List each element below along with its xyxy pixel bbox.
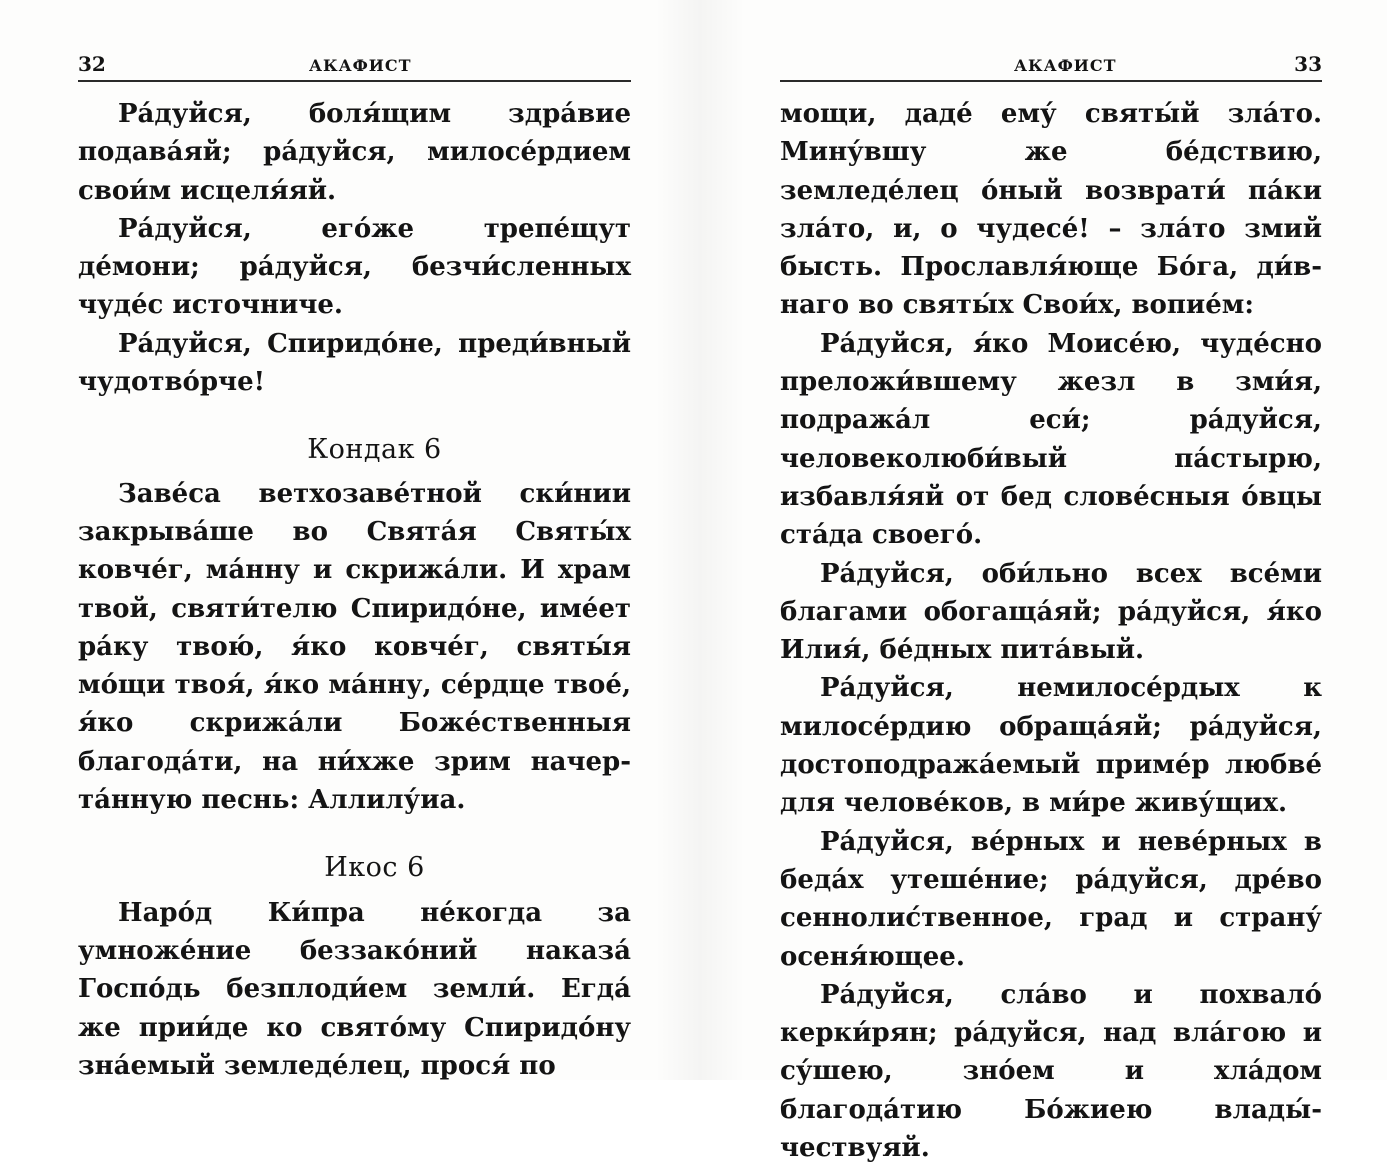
page-number-right: 33 bbox=[1294, 52, 1322, 76]
paragraph: Ра́дуйся, сла́во и похвало́ керки́рян; ра́дуйся, над вла́гою и су́шею, зно́ем и хла́дом благода́тию Бо́жиею влады́чествуяй. bbox=[780, 979, 1322, 1164]
paragraph: Ра́дуйся, Спиридо́не, преди́вный чудотво́рче! bbox=[78, 328, 631, 398]
running-head-left bbox=[78, 52, 631, 82]
paragraph: Ра́дуйся, я́ко Моисе́ю, чуде́сно преложи́вшему жезл в зми́я, подража́л еси́; ра́дуйся, человеколюби́вый па́стырю, избавля́яй от бед слове́сныя о́вцы ста́да своего́. bbox=[780, 328, 1322, 551]
right-page bbox=[780, 0, 1322, 1164]
paragraph: Ра́дуйся, его́же трепе́щут де́мони; ра́дуйся, безчи́сленных чуде́с источниче. bbox=[78, 213, 631, 321]
book-gutter bbox=[655, 0, 745, 1080]
left-page bbox=[78, 0, 631, 1080]
paragraph: Ра́дуйся, оби́льно всех все́ми благами обогаща́яй; ра́дуйся, я́ко Илия́, бе́дных пита́вый. bbox=[780, 558, 1322, 666]
ikos-heading: Икос 6 bbox=[324, 852, 425, 884]
paragraph: Ра́дуйся, боля́щим здра́вие подава́яй; ра́дуйся, милосе́рдием свои́м исцеля́яй. bbox=[78, 99, 631, 206]
paragraph: Ра́дуйся, немилосе́рдых к милосе́рдию обраща́яй; ра́дуйся, достоподража́емый приме́р любве́ для челове́ков, в ми́ре живу́щих. bbox=[780, 673, 1322, 819]
page-number-left: 32 bbox=[78, 52, 106, 76]
kondak-heading: Кондак 6 bbox=[307, 434, 442, 466]
paragraph: мощи, даде́ ему́ святы́й зла́то. Мину́вшу же бе́дствию, земледе́лец о́ный возврати́ па́ки зла́то, и, о чудесе́! – зла́то змий бысть. Прославля́юще Бо́га, ди́внаго во святы́х Свои́х, вопие́м: bbox=[780, 99, 1322, 321]
running-head-right bbox=[780, 52, 1322, 82]
kondak-text: Заве́са ветхозаве́тной ски́нии закрыва́ше во Свята́я Святы́х ковче́г, ма́нну и скрижа́ли. И храм твой, святи́телю Спиридо́не, име́ет ра́ку твою́, я́ко ковче́г, святы́я мо́щи твоя́, я́ко ма́нну, се́рдце твое́, я́ко скрижа́ли Боже́ственныя благода́ти, на ни́хже зрим начерта́нную песнь: Аллилу́иа. bbox=[78, 478, 631, 816]
ikos-text: Наро́д Ки́пра не́когда за умноже́ние беззако́ний наказа́ Госпо́дь безплоди́ем земли́. Егда́ же прии́де ко свято́му Спиридо́ну зна́емый земледе́лец, прося́ по bbox=[78, 897, 631, 1081]
running-title-left: АКАФИСТ bbox=[309, 56, 412, 75]
paragraph: Ра́дуйся, ве́рных и неве́рных в беда́х утеше́ние; ра́дуйся, дре́во сеннолис́твенное, град и страну́ осеня́ющее. bbox=[780, 826, 1322, 972]
running-title-right: АКАФИСТ bbox=[1014, 56, 1117, 75]
left-body-text bbox=[78, 95, 631, 1085]
right-body-text bbox=[780, 95, 1322, 1167]
